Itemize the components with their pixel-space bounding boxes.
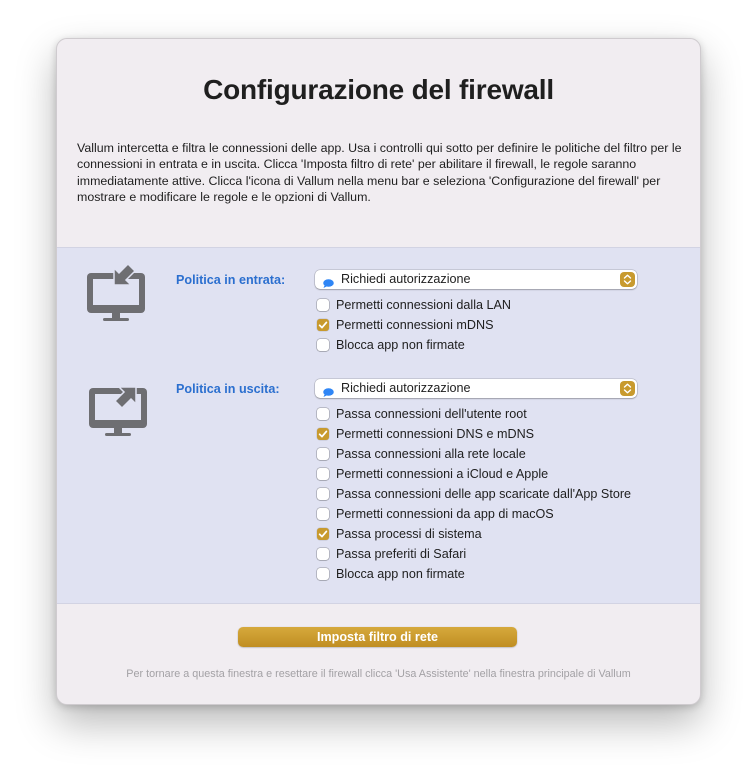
checkbox-label: Permetti connessioni DNS e mDNS xyxy=(336,427,535,441)
inbound-policy-value: Richiedi autorizzazione xyxy=(341,272,471,286)
checkbox-label: Permetti connessioni dalla LAN xyxy=(336,298,512,312)
checkbox-label: Passa preferiti di Safari xyxy=(336,547,467,561)
chevron-updown-icon xyxy=(620,272,635,287)
checkbox[interactable] xyxy=(317,508,329,520)
checkbox-checked[interactable] xyxy=(317,528,329,540)
checkbox[interactable] xyxy=(317,408,329,420)
checkbox-label: Blocca app non firmate xyxy=(336,338,465,352)
checkbox-label: Permetti connessioni a iCloud e Apple xyxy=(336,467,549,481)
checkbox-label: Permetti connessioni da app di macOS xyxy=(336,507,554,521)
chevron-updown-icon xyxy=(620,381,635,396)
firewall-setup-window xyxy=(56,38,701,705)
checkbox-label: Passa connessioni delle app scaricate dall'App Store xyxy=(336,487,632,501)
checkbox-label: Permetti connessioni mDNS xyxy=(336,318,494,332)
checkbox[interactable] xyxy=(317,548,329,560)
policy-panel xyxy=(57,247,700,604)
inbound-monitor-icon xyxy=(84,261,154,323)
checkbox-label: Passa processi di sistema xyxy=(336,527,482,541)
checkbox-checked[interactable] xyxy=(317,319,329,331)
speech-bubble-icon xyxy=(323,275,334,284)
checkbox[interactable] xyxy=(317,299,329,311)
checkbox-label: Passa connessioni alla rete locale xyxy=(336,447,526,461)
checkbox[interactable] xyxy=(317,488,329,500)
outbound-monitor-icon xyxy=(86,376,156,438)
apply-network-filter-button[interactable]: Imposta filtro di rete xyxy=(238,627,517,647)
intro-text: Vallum intercetta e filtra le connessioni delle app. Usa i controlli qui sotto per definire le politiche del filtro per le connessioni in entrata e in uscita. Clicca 'Imposta filtro di rete' per abilitare il firewall, le regole saranno immediatamente attive. Clicca l'icona di Vallum nella menu bar e seleziona 'Configurazione del firewall' per mostrare e modificare le regole e le opzioni di Vallum. xyxy=(77,141,682,204)
outbound-policy-label: Politica in uscita: xyxy=(176,382,280,396)
window-title: Configurazione del firewall xyxy=(203,74,554,105)
footer-note: Per tornare a questa finestra e resettare il firewall clicca 'Usa Assistente' nella finestra principale di Vallum xyxy=(126,668,631,680)
outbound-policy-value: Richiedi autorizzazione xyxy=(341,381,471,395)
checkbox-label: Blocca app non firmate xyxy=(336,567,465,581)
checkbox[interactable] xyxy=(317,339,329,351)
speech-bubble-icon xyxy=(323,384,334,393)
checkbox[interactable] xyxy=(317,568,329,580)
outbound-policy-select[interactable] xyxy=(315,379,637,398)
checkbox[interactable] xyxy=(317,468,329,480)
inbound-policy-select[interactable] xyxy=(315,270,637,289)
checkbox-label: Passa connessioni dell'utente root xyxy=(336,407,527,421)
checkbox[interactable] xyxy=(317,448,329,460)
inbound-policy-label: Politica in entrata: xyxy=(176,273,286,287)
checkbox-checked[interactable] xyxy=(317,428,329,440)
